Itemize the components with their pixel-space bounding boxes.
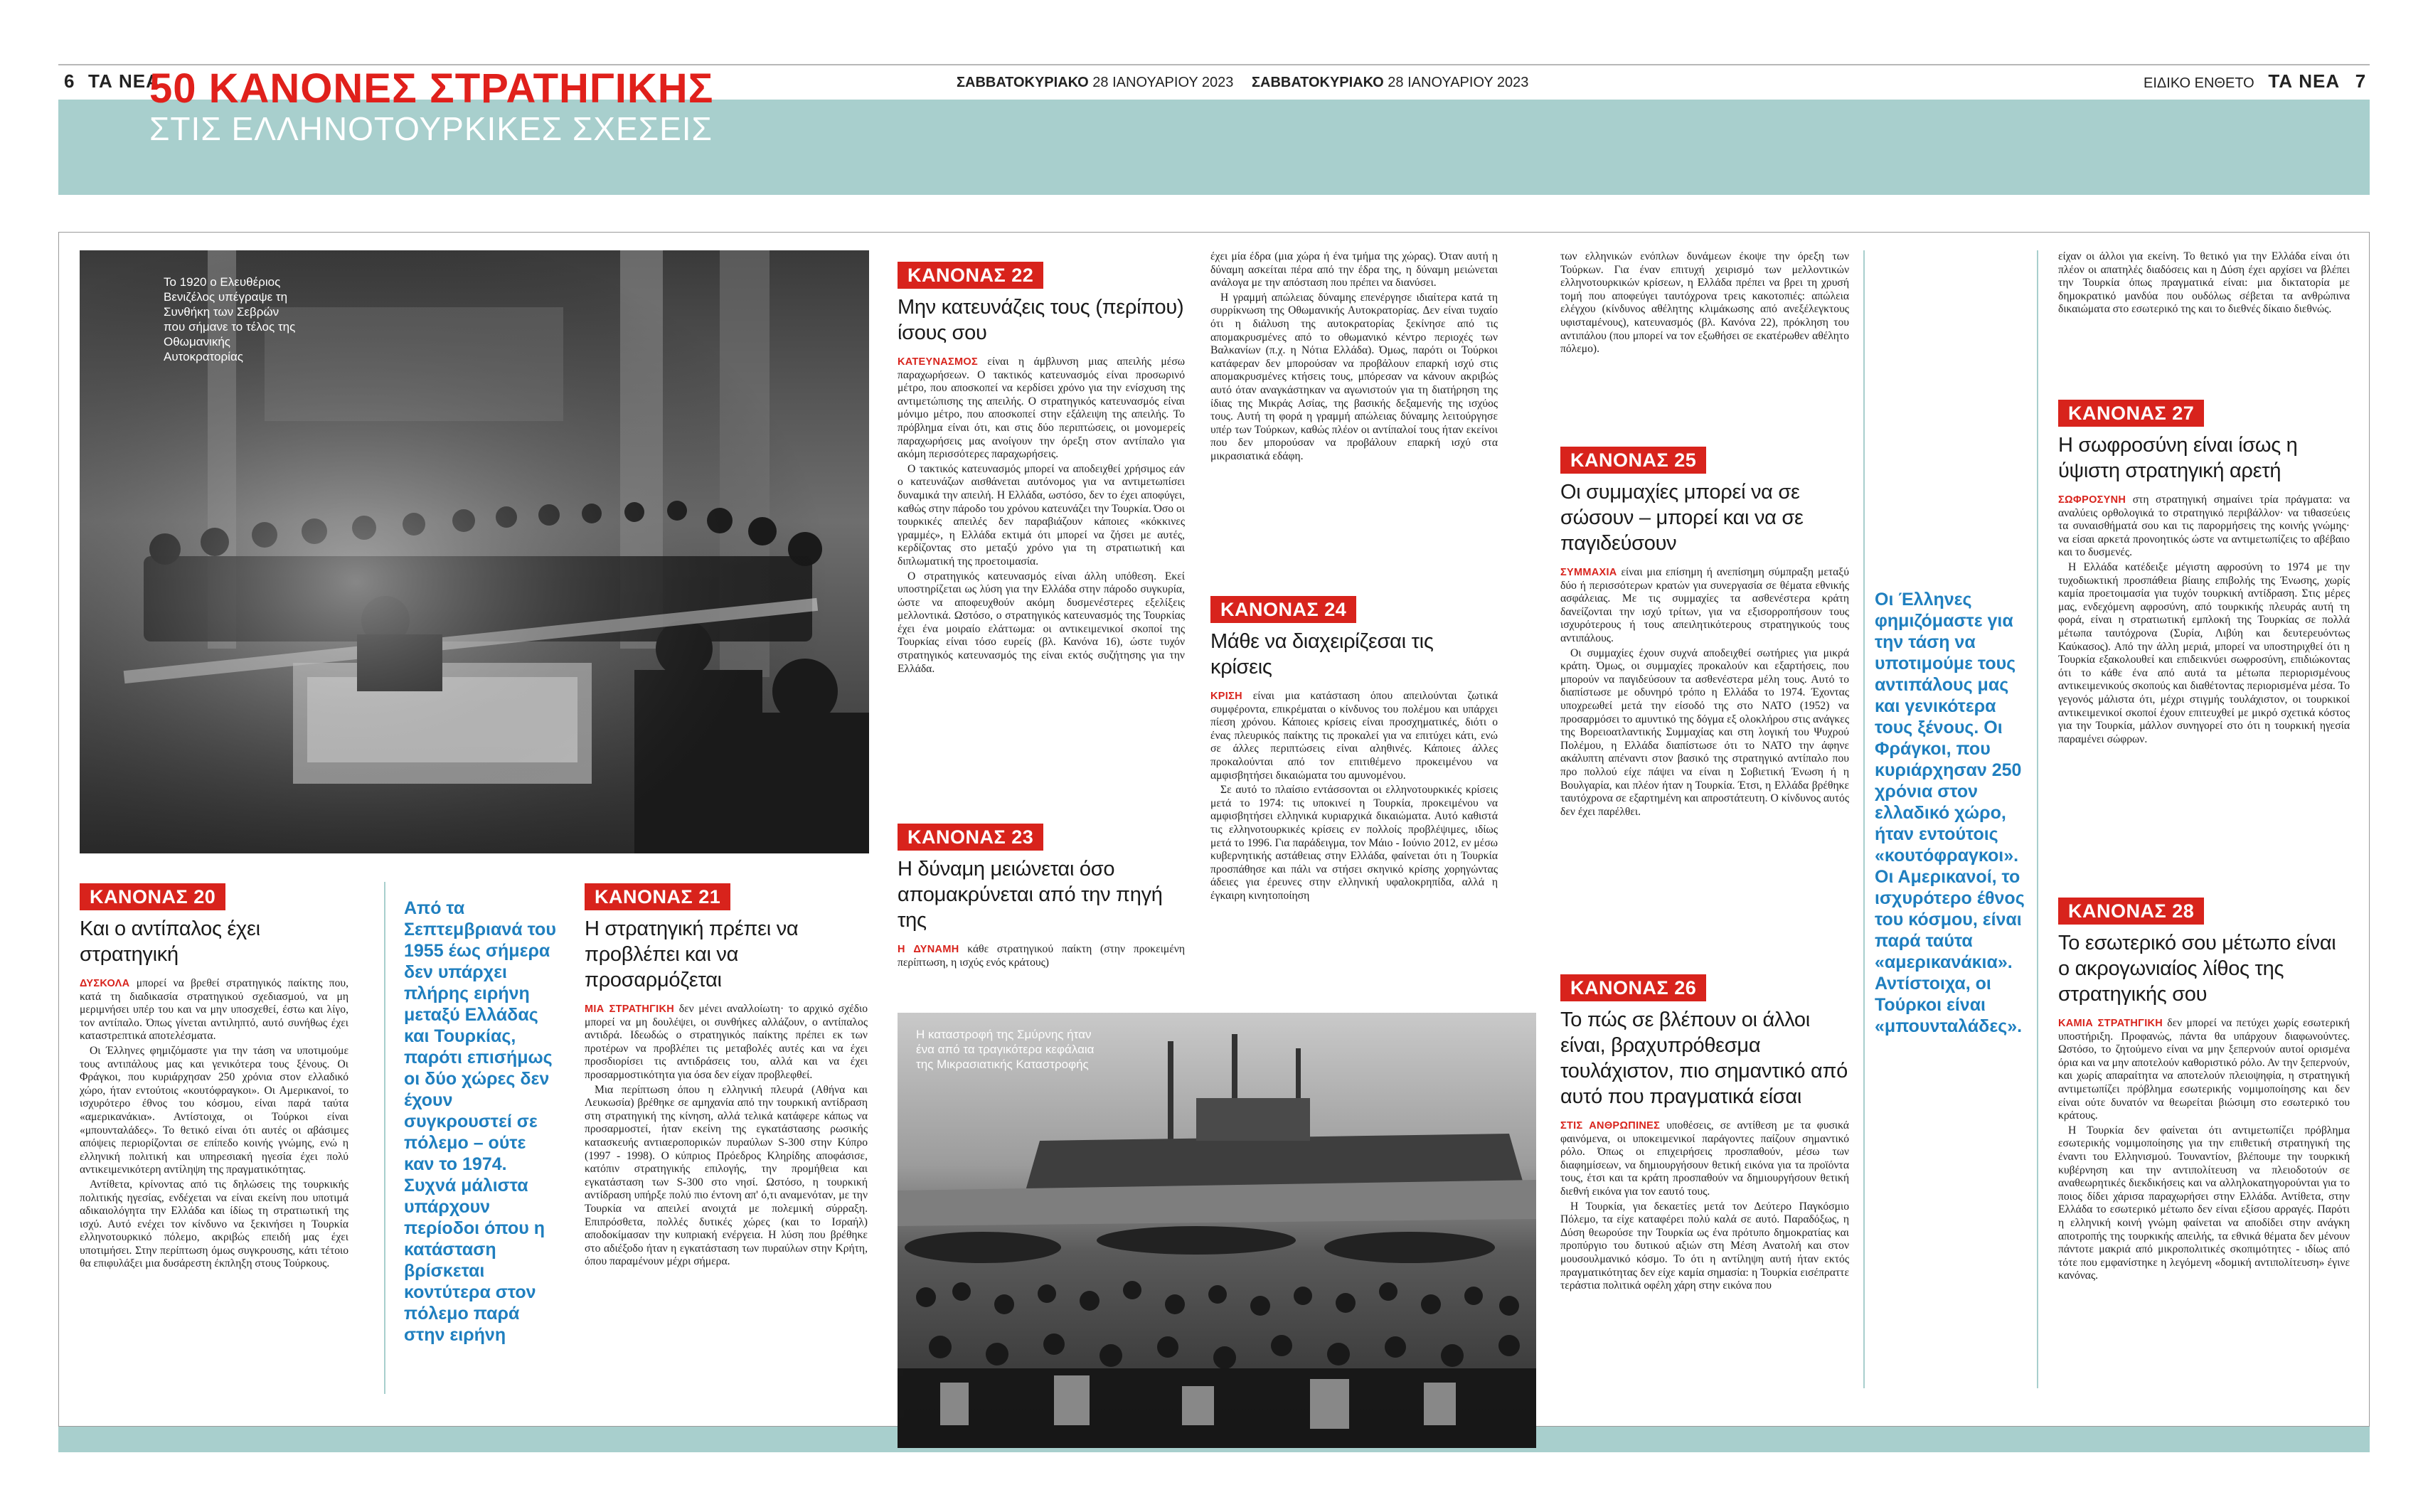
rule-20-paragraph-1: μπορεί να βρεθεί στρατηγικός παίκτης που, κατά τη διαδικασία στρατηγικού σχεδιασμού, να μη μεριμνήσει υπέρ του και να μην υποσχεθεί, έστω και λίγο, τον αντίπαλο. Όπως γίνεται αντιληπτό, αυτό συνήθως έχει καταστρεπτικά αποτελέσματα. [80,977,348,1043]
left-brand: ΤΑ ΝΕΑ [88,70,160,92]
right-folio [2144,67,2365,95]
rule-22-paragraph-3: Ο στρατηγικός κατευνασμός είναι άλλη υπόθεση. Εκεί υποστηρίζεται ως λύση για την Ελλάδα στην πάροδο συγκυρία, ώστε να αποφευχθούν ακόμη δυσμενέστερες εξελίξεις μελλοντικά. Ωστόσο, ο στρατηγικός κατευνασμός της Τουρκίας έχει ένα μοιραίο ελάττωμα: οι αντικειμενικοί σκοποί της Τουρκίας είναι τόσο ευρείς (βλ. Κανόνα 16), ώστε τυχόν στρατηγικός κατευνασμός της είναι εκτός συζήτησης για την Ελλάδα. [898,570,1185,675]
date-right-day: ΣΑΒΒΑΤΟΚΥΡΙΑΚΟ [1252,75,1384,90]
rule-22-lead: ΚΑΤΕΥΝΑΣΜΟΣ [898,356,978,368]
rule-23-paragraph-1: κάθε στρατηγικού παίκτη (στην προκειμένη περίπτωση, η ισχύς ενός κράτους) [898,943,1186,969]
rule-28-paragraph-2: Η Τουρκία δεν φαίνεται ότι αντιμετωπίζει πρόβλημα εσωτερικής νομιμοποίησης για την επιθετική στρατηγική της έναντι του Ελληνισμού. Τουναντίον, βλέπουμε την τουρκική κυβέρνηση και την αντιπολίτευση να πλειοδοτούν σε αναθεωρητικές διεκδικήσεις και να αλληλοκατηγορούνται για το ποιος δίδει χάρισα παραχωρήσει στην Ελλάδα. Αντίθετα, στην Ελλάδα το εσωτερικό μέτωπο δεν είναι εξίσου αρραγές. Παρότι η ελληνική κοινή γνώμη φαίνεται να αποδίδει στην ανάγκη αποτροπής της τουρκικής απειλής, τα εθνικά θέματα δεν μένουν πάντοτε μακριά από μικροπολιτικές σκοπιμότητες - ιδίως από τότε που εμφανίστηκε η λεγόμενη «δομική αντιπολίτευση» έγινε κανόνας. [2058,1124,2350,1282]
rule-23-paragraph-3: Η γραμμή απώλειας δύναμης επενέργησε ιδιαίτερα κατά τη συρρίκνωση της Οθωμανικής Αυτοκρατορίας. Δεν είναι τυχαίο ότι η διάλυση της αυτοκρατορίας ξεκίνησε από τις απομακρυσμένες από το οθωμανικό κέντρο περιοχές των Βαλκανίων (π.χ. η Νότια Ελλάδα). Όμως, παρότι οι Τούρκοι κατάφεραν δεν μπορούσαν να προβάλουν επαρκή ισχύ στις απομακρυσμένες κτήσεις τους, μπόρεσαν να κάνουν ακριβώς αυτό όταν αναγκάστηκαν να αγωνιστούν για τη διατήρηση της ίδιας της Μικράς Ασίας, της βασικής δεξαμενής της ισχύος τους. Αυτή τη φορά η γραμμή απώλειας δύναμης λειτούργησε υπέρ των Τούρκων, καθώς πλέον οι αντίπαλοί τους ήταν εκείνοι που δεν μπορούσαν να προβάλουν επαρκή ισχύ στα μικρασιατικά εδάφη. [1210,291,1498,462]
rule-21-label: ΚΑΝΟΝΑΣ 21 [585,883,730,910]
date-left-rest: 28 ΙΑΝΟΥΑΡΙΟΥ 2023 [1092,75,1234,90]
rule-24-continued [1560,250,1849,358]
rule-20-heading: Και ο αντίπαλος έχει στρατηγική [80,917,260,966]
rule-27-lead: ΣΩΦΡΟΣΥΝΗ [2058,494,2126,506]
rule-27-article [2058,400,2350,747]
rule-25-paragraph-2: Οι συμμαχίες έχουν συχνά αποδειχθεί σωτήριες για μικρά κράτη. Όμως, οι συμμαχίες προκαλούν και εξαρτήσεις, που μπορούν να παγιδεύσουν τα ασθενέστερα μέλη τους. Αυτό το διαπίστωσε με οδυνηρό τρόπο η Ελλάδα το 1974. Έχοντας υποχρεωθεί μετά την είσοδό της στο ΝΑΤΟ (1952) να προσαρμόσει το αμυντικό της δόγμα εξ ολοκλήρου στις ανάγκες της Βορειοατλαντικής Συμμαχίας και στη λογική του Ψυχρού Πολέμου, η Ελλάδα διαπίστωσε ότι το ΝΑΤΟ την άφηνε ακάλυπτη απέναντι στον βασικό της στρατηγικό αντίπαλο που προ πολλού είχε πάψει να είναι η Σοβιετική Ένωση ή η Βουλγαρία, και πλέον ήταν η Τουρκία. Έτσι, η Ελλάδα βρέθηκε ταυτόχρονα σε εξαρτημένη και απροστάτευτη. Ο κίνδυνος αυτός δεν έχει παρέλθει. [1560,646,1849,818]
smyrna-photo-caption: Η καταστροφή της Σμύρνης ήταν ένα από τα τραγικότερα κεφάλαια της Μικρασιατικής Καταστροφής [916,1028,1095,1071]
rule-25-label: ΚΑΝΟΝΑΣ 25 [1560,447,1706,474]
right-brand: ΤΑ ΝΕΑ [2268,70,2341,92]
rule-28-heading: Το εσωτερικό σου μέτωπο είναι ο ακρογωνιαίος λίθος της στρατηγικής σου [2058,932,2336,1006]
series-title: 50 ΚΑΝΟΝΕΣ ΣΤΡΑΤΗΓΙΚΗΣ [149,65,714,112]
rule-23-paragraph-2: έχει μία έδρα (μια χώρα ή ένα τμήμα της χώρας). Όταν αυτή η δύναμη ασκείται πέρα από την έδρα της, η δύναμη μειώνεται ανάλογα με την απόσταση που πρέπει να διανύσει. [1210,250,1498,289]
quote-1-rule [384,882,385,1394]
rule-24-article [1210,596,1498,905]
pull-quote-1: Από τα Σεπτεμβριανά του 1955 έως σήμερα δεν υπάρχει πλήρης ειρήνη μεταξύ Ελλάδας και Τουρκίας, παρότι επισήμως οι δύο χώρες δεν έχουν συγκρουστεί σε πόλεμο – ούτε καν το 1974. Συχνά μάλιστα υπάρχουν περίοδοι όπου η κατάσταση βρίσκεται κοντύτερα στον πόλεμο παρά στην ειρήνη [404,898,556,1345]
rule-23-label: ΚΑΝΟΝΑΣ 23 [898,824,1043,851]
rule-27-paragraph-1: στη στρατηγική σημαίνει τρία πράγματα: να αναλύεις ορθολογικά το στρατηγικό περιβάλλον· να τιθασεύεις τα συναισθήματά σου και τις παρορμήσεις της κοινής γνώμης· να είσαι αρκετά προνοητικός ώστε να αντιμετωπίζεις το αβέβαιο και το δυσμενές. [2058,494,2350,559]
rule-20-label: ΚΑΝΟΝΑΣ 20 [80,883,225,910]
rule-22-heading: Μην κατευνάζεις τους (περίπου) ίσους σου [898,296,1184,344]
historical-photo-smyrna-refugees-icon [898,1013,1536,1448]
rule-22-label: ΚΑΝΟΝΑΣ 22 [898,262,1043,289]
rule-26-lead: ΣΤΙΣ ΑΝΘΡΩΠΙΝΕΣ [1560,1120,1661,1132]
rule-23-article [898,824,1185,971]
treaty-signing-photo [80,250,869,853]
date-right-rest: 28 ΙΑΝΟΥΑΡΙΟΥ 2023 [1388,75,1529,90]
rule-22-article [898,262,1185,677]
rule-27-label: ΚΑΝΟΝΑΣ 27 [2058,400,2204,427]
rule-26-article [1560,974,1849,1294]
rule-26-heading: Το πώς σε βλέπουν οι άλλοι είναι, βραχυπρόθεσμα τουλάχιστον, πιο σημαντικό από αυτό που πραγματικά είσαι [1560,1008,1848,1108]
rule-22-paragraph-2: Ο τακτικός κατευνασμός μπορεί να αποδειχθεί χρήσιμος εάν ο κατευνάζων αισθάνεται αυτόνομος για να αντιμετωπίσει δυναμικά την απειλή. Η Ελλάδα, ωστόσο, δεν το έχει αποφύγει, καθώς στην πάροδο του χρόνου κατευνάζει την Τουρκία. Όσο οι τουρκικές απειλές δεν παραβιάζουν κάποιες «κόκκινες γραμμές», η Ελλάδα εκτιμά ότι μπορεί να ζήσει με αυτές, κερδίζοντας στο μεταξύ χρόνο για τη στρατιωτική και διπλωματική της προετοιμασία. [898,462,1185,568]
left-folio [64,67,160,95]
date-right [1252,68,1528,97]
treaty-photo-caption: Το 1920 ο Ελευθέριος Βενιζέλος υπέγραψε τη Συνθήκη των Σεβρών που σήμανε το τέλος της Οθωμανικής Αυτοκρατορίας [164,275,296,363]
date-left [957,68,1233,97]
rule-21-lead: ΜΙΑ ΣΤΡΑΤΗΓΙΚΗ [585,1003,675,1015]
rule-25-heading: Οι συμμαχίες μπορεί να σε σώσουν – μπορεί και να σε παγιδεύσουν [1560,481,1804,555]
rule-26-paragraph-2: Η Τουρκία, για δεκαετίες μετά τον Δεύτερο Παγκόσμιο Πόλεμο, τα είχε καταφέρει πολύ καλά σε αυτό. Παραδόξως, η Δύση θεωρούσε την Τουρκία ως ένα πρότυπο δημοκρατίας και προπύργιο του δυτικού αξιών στη Μέση Ανατολή και στον μουσουλμανικό κόσμο. Το ότι η αντίληψη αυτή ήταν εκτός πραγματικότητας δεν είχε καμία σημασία: η Τουρκία εισέπραττε τεράστια πολιτικά οφέλη χάρη στην εικόνα που [1560,1200,1849,1292]
rule-24-paragraph-1: είναι μια κατάσταση όπου απειλούνται ζωτικά συμφέροντα, επικρέμαται ο κίνδυνος του πολέμου και υπάρχει πίεση χρόνου. Κάποιες κρίσεις είναι προσχηματικές, διότι ο ένας πλευρικός παίκτης τις προκαλεί για να επιτύχει κάτι, ενώ σε άλλες περιπτώσεις είναι αληθινές. Κάποιες άλλες προκαλούνται από τον επιτιθέμενο προκειμένου να αμφισβητήσει δικαιώματα του αμυνομένου. [1210,690,1498,782]
rule-25-lead: ΣΥΜΜΑΧΙΑ [1560,567,1617,578]
rule-26-paragraph-1: υποθέσεις, σε αντίθεση με τα φυσικά φαινόμενα, οι υποκειμενικοί παράγοντες παίζουν σημαντικό ρόλο. Όπως οι επιχειρήσεις προσπαθούν, μέσω των διαφημίσεων, να δημιουργήσουν θετική εικόνα για τα προϊόντα τους, έτσι και τα κράτη προσπαθούν να δημιουργήσουν θετική διεθνή εικόνα για τον εαυτό τους. [1560,1119,1849,1198]
rule-28-paragraph-1: δεν μπορεί να πετύχει χωρίς εσωτερική υποστήριξη. Προφανώς, πάντα θα υπάρχουν διαφωνούντες. Ωστόσο, το ζητούμενο είναι να μην ξεπερνούν αυτοί ορισμένα όρια και να μην αποτελούν καθοριστικό ρόλο. Αν την ξεπερνούν, και χωρίς απαραίτητα να αποτελούν πλειοψηφία, η στρατηγική αντιμετωπίζει πρόβλημα εσωτερικής νομιμοποίησης και δεν είναι ούτε δυνατόν να θεωρείται βιώσιμη στο εσωτερικό του κράτους. [2058,1017,2350,1122]
rule-20-paragraph-3: Αντίθετα, κρίνοντας από τις δηλώσεις της τουρκικής πολιτικής ηγεσίας, ενδέχεται να είναι εκείνη που υποτιμά αδικαιολόγητα την Ελλάδα και ίδίως τη στρατιωτική της ισχύ. Αυτό ενέχει τον κίνδυνο να ξεκινήσει η Τουρκία ελληνοτουρκικό πόλεμο, ακριβώς επειδή μας έχει υποτιμήσει. Στην περίπτωση όμως συγκρουσης, κάτι τέτοιο θα επιφυλάξει μια δυσάρεστη έκπληξη στους Τούρκους. [80,1178,348,1270]
rule-27-heading: Η σωφροσύνη είναι ίσως η ύψιστη στρατηγική αρετή [2058,434,2298,482]
quote-2-rule-left [1863,250,1865,1388]
smyrna-photo [898,1013,1536,1448]
rule-28-label: ΚΑΝΟΝΑΣ 28 [2058,898,2204,925]
rule-23-heading: Η δύναμη μειώνεται όσο απομακρύνεται από την πηγή της [898,858,1163,932]
rule-25-paragraph-1: είναι μια επίσημη ή ανεπίσημη σύμπραξη μεταξύ δύο ή περισσότερων κρατών για συνεργασία σε θέματα εθνικής ασφάλειας. Με τις συμμαχίες τα ασθενέστερα κράτη δανείζονται την ισχύ τρίτων, για να εξισορροπήσουν τους ισχυρότερους ή τους απειλητικότερους στρατηγικούς τους αντιπάλους. [1560,566,1849,644]
pull-quote-2: Οι Έλληνες φημιζόμαστε για την τάση να υποτιμούμε τους αντιπάλους μας και γενικότερα τους ξένους. Οι Φράγκοι, που κυριάρχησαν 250 χρόνια στον ελλαδικό χώρο, ήταν εντούτοις «κουτόφραγκοι». Οι Αμερικανοί, το ισχυρότερο έθνος του κόσμου, είναι παρά ταύτα «αμερικανάκια». Αντίστοιχα, οι Τούρκοι είναι «μπουνταλάδες». [1875,590,2025,1036]
rule-20-article [80,883,348,1272]
rule-22-paragraph-1: είναι η άμβλυνση μιας απειλής μέσω παραχωρήσεων. Ο τακτικός κατευνασμός είναι προσωρινό μέτρο, που αποσκοπεί να κερδίσει χρόνο για την ενίσχυση της αντιμετώπισης της απειλής. Ο στρατηγικός κατευνασμός είναι μόνιμο μέτρο, που αποσκοπεί στην εξάλειψη της απειλής. Το πρόβλημα είναι ότι, και στις δύο περιπτώσεις, οι μονομερείς παραχωρήσεις μας ανοίγουν την όρεξη στον αντίπαλο για ακόμη περισσότερες παραχωρήσεις. [898,356,1185,461]
series-subtitle: ΣΤΙΣ ΕΛΛΗΝΟΤΟΥΡΚΙΚΕΣ ΣΧΕΣΕΙΣ [149,110,713,147]
rule-27-paragraph-2: Η Ελλάδα κατέδειξε μέγιστη αφροσύνη το 1974 με την τυχοδιωκτική προσπάθεια βίαιης επιβολής της Ένωσης, χωρίς καμία προετοιμασία για τυχόν τουρκική αντίδραση. Στις μέρες μας, ενδεχόμενη αφροσύνη, από τουρκικής πλευράς αυτή τη φορά, είναι η στρατιωτική εμπλοκή της Τουρκίας σε πολλά μέτωπα ταυτόχρονα (Συρία, Λιβύη και δευτερευόντως Καύκασος). Από την άλλη μεριά, μπορεί να υποστηριχθεί ότι η Τουρκία εξακολουθεί και επιδεικνύει σωφροσύνη, επιδιώκοντας ότι το κάθε ένα από αυτά τα μέτωπα περιορισμένους αντικειμενικούς σκοπούς και διαθέτοντας περιορισμένα μέσα. Το γεγονός μάλιστα ότι, μέχρι στιγμής τουλάχιστον, οι τουρκικοί αντικειμενικοί σκοποί έχουν επιτευχθεί με μικρό σχετικά κόστος για την Τουρκία, μάλλον συνηγορεί στο ότι η τουρκική ηγεσία παραμένει σώφρων. [2058,560,2350,745]
rule-28-article [2058,898,2350,1284]
rule-24-lead: ΚΡΙΣΗ [1210,691,1242,702]
section-label: ΕΙΔΙΚΟ ΕΝΘΕΤΟ [2144,75,2254,91]
rule-24-label: ΚΑΝΟΝΑΣ 24 [1210,596,1356,623]
rule-23-lead: Η ΔΥΝΑΜΗ [898,944,959,955]
rule-20-lead: ΔΥΣΚΟΛΑ [80,978,130,989]
rule-24-continuation: των ελληνικών ενόπλων δυνάμεων έκοψε την όρεξη των Τούρκων. Για έναν επιτυχή χειρισμό των μελλοντικών ελληνοτουρκικών κρίσεων, η Ελλάδα πρέπει να βρει τη χρυσή τομή που αποφεύγει ταυτόχρονα τρεις κακοτοπιές: απώλεια ελέγχου (κίνδυνος αθέλητης κλιμάκωσης από ανεξέλεγκτους υφισταμένους), κατευνασμός (βλ. Κανόνα 22), πρόκληση του αντιπάλου (που μπορεί να τον εξωθήσει σε εκατέρωθεν αθέλητο πόλεμο). [1560,250,1849,356]
rule-21-paragraph-1: δεν μένει αναλλοίωτη· το αρχικό σχέδιο μπορεί να μη δουλέψει, οι συνθήκες αλλάζουν, ο αντίπαλος αντιδρά. Ιδεωδώς ο στρατηγικός παίκτης πρέπει εκ των προτέρων να προβλέπει τις μεταβολές αυτές και να έχει προσδιορίσει τις αντιδράσεις του, αλλά και να έχει προσαρμοστικότητα για όσα δεν είχαν προβλεφθεί. [585,1003,868,1081]
rule-21-heading: Η στρατηγική πρέπει να προβλέπει και να προσαρμόζεται [585,917,799,991]
rule-26-label: ΚΑΝΟΝΑΣ 26 [1560,974,1706,1001]
rule-26-continued [2058,250,2350,318]
quote-2-rule-right [2037,250,2038,1388]
rule-28-lead: ΚΑΜΙΑ ΣΤΡΑΤΗΓΙΚΗ [2058,1018,2163,1029]
rule-24-paragraph-2: Σε αυτό το πλαίσιο εντάσσονται οι ελληνοτουρκικές κρίσεις μετά το 1974: τις υποκινεί η Τουρκία, προκειμένου να αμφισβητήσει ελληνικά κυριαρχικά δικαιώματα. Αυτό καθιστά τις ελληνοτουρκικές κρίσεις εν πολλοίς προβλέψιμες, ιδίως μετά το 1996. Για παράδειγμα, τον Μάιο - Ιούνιο 2012, εν μέσω κυβερνητικής αστάθειας στην Ελλάδα, φαίνεται ότι η Τουρκία προσπάθησε και πάλι να στήσει σκηνικό κρίσης χορηγώντας άδειες για έρευνες στην ελληνική υφαλοκρηπίδα, αλλά η έγκαιρη κινητοποίηση [1210,784,1498,902]
rule-24-heading: Μάθε να διαχειρίζεσαι τις κρίσεις [1210,630,1434,678]
date-left-day: ΣΑΒΒΑΤΟΚΥΡΙΑΚΟ [957,75,1089,90]
left-page-number: 6 [64,70,75,92]
right-page-number: 7 [2355,70,2366,92]
rule-21-article [585,883,868,1270]
rule-20-paragraph-2: Οι Έλληνες φημιζόμαστε για την τάση να υποτιμούμε τους αντιπάλους μας και γενικότερα τους ξένους. Οι Φράγκοι, που κυριάρχησαν 250 χρόνια στον ελλαδικό χώρο, ήταν εντούτοις «κουτόφραγκοι». Οι Αμερικανοί, το ισχυρότερο έθνος του κόσμου, είναι παρά ταύτα «αμερικανάκια». Αντίστοιχα, οι Τούρκοι είναι «μπουνταλάδες». Το θετικό είναι ότι αυτές οι αβάσιμες απόψεις περιορίζονται σε επίπεδο κοινής γνώμης, ενώ η ελληνική πολιτική και υπηρεσιακή ηγεσία έχει πολύ αντικειμενικότερη αντίληψη της πραγματικότητας. [80,1044,348,1176]
rule-21-paragraph-2: Μια περίπτωση όπου η ελληνική πλευρά (Αθήνα και Λευκωσία) βρέθηκε σε αμηχανία από την τουρκική αντίδραση στη στρατηγική της κίνηση, αλλά τελικά κατάφερε κάπως να προσαρμοστεί, ήταν εκείνη της εγκατάστασης ρωσικής κατασκευής αντιαεροπορικών πυραύλων S-300 στην Κύπρο (1997 - 1998). Ο κύπριος Πρόεδρος Κληρίδης αποφάσισε, κατόπιν στρατηγικής επιλογής, την προμήθεια και εγκατάσταση των S-300 στο νησί. Ωστόσο, η τουρκική αντίδραση υπήρξε πολύ πιο έντονη απ' ό,τι αναμενόταν, με την Τουρκία να απειλεί ανοιχτά με πολεμική σύρραξη. Επιπρόσθετα, πολλές δυτικές χώρες (και το Ισραήλ) αποδοκίμασαν την κυπριακή ενέργεια. Η λύση που βρέθηκε στο αδιέξοδο ήταν η εγκατάσταση των πυραύλων στην Κρήτη, όπου παραμένουν μέχρι σήμερα. [585,1083,868,1268]
rule-25-article [1560,447,1849,820]
rule-23-continued [1210,250,1498,465]
rule-26-continuation: είχαν οι άλλοι για εκείνη. Το θετικό για την Ελλάδα είναι ότι πλέον οι απατηλές διαδόσεις και η Δύση έχει αρχίσει να βλέπει την Τουρκία όπως πραγματικά είναι: μια δικτατορία με δημοκρατικό μανδύα που ουδόλως σέβεται τα ανθρώπινα δικαιώματα στο εσωτερικό της και το διεθνές δίκαιο διεθνώς. [2058,250,2350,316]
